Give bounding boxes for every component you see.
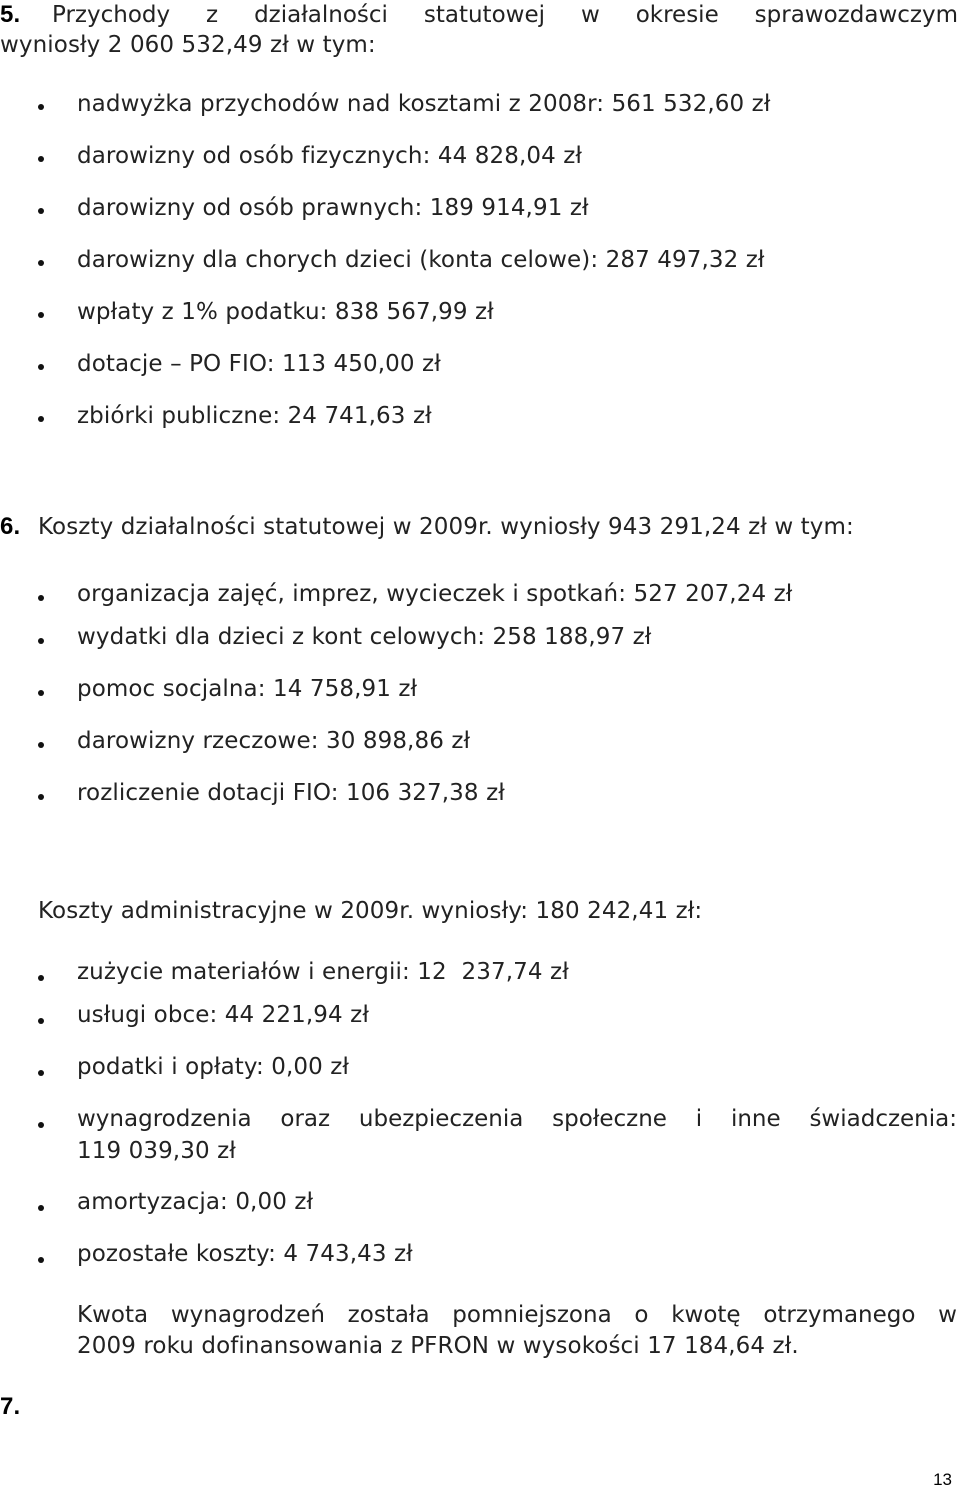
section-6-number: 6. — [0, 513, 21, 540]
bullet-icon — [38, 1257, 44, 1263]
bullet-icon — [38, 1205, 44, 1211]
bullet-icon — [38, 595, 44, 601]
list-item: wpłaty z 1% podatku: 838 567,99 zł — [77, 299, 494, 325]
bullet-icon — [38, 156, 44, 162]
list-item: wynagrodzenia oraz ubezpieczenia społeczne i inne świadczenia: — [77, 1106, 957, 1132]
section-6-heading: Koszty działalności statutowej w 2009r. wyniosły 943 291,24 zł w tym: — [38, 514, 854, 540]
list-item: darowizny rzeczowe: 30 898,86 zł — [77, 728, 471, 754]
section-5-heading-line1: Przychody z działalności statutowej w okresie sprawozdawczym — [52, 2, 958, 28]
bullet-icon — [38, 364, 44, 370]
bullet-icon — [38, 690, 44, 696]
list-item-continuation: 119 039,30 zł — [77, 1138, 236, 1164]
page-number: 13 — [933, 1470, 952, 1489]
list-item: wydatki dla dzieci z kont celowych: 258 188,97 zł — [77, 624, 652, 650]
bullet-icon — [38, 638, 44, 644]
bullet-icon — [38, 1018, 44, 1024]
bullet-icon — [38, 1070, 44, 1076]
list-item: pozostałe koszty: 4 743,43 zł — [77, 1241, 413, 1267]
list-item: rozliczenie dotacji FIO: 106 327,38 zł — [77, 780, 505, 806]
section-5-number: 5. — [0, 1, 21, 28]
list-item: zużycie materiałów i energii: 12 237,74 zł — [77, 959, 569, 985]
admin-costs-heading: Koszty administracyjne w 2009r. wyniosły: 180 242,41 zł: — [38, 898, 703, 924]
list-item: darowizny od osób prawnych: 189 914,91 zł — [77, 195, 589, 221]
list-item: podatki i opłaty: 0,00 zł — [77, 1054, 350, 1080]
bullet-icon — [38, 260, 44, 266]
list-item: darowizny od osób fizycznych: 44 828,04 zł — [77, 143, 583, 169]
admin-note-line1: Kwota wynagrodzeń została pomniejszona o kwotę otrzymanego w — [77, 1302, 957, 1328]
list-item: amortyzacja: 0,00 zł — [77, 1189, 314, 1215]
list-item: usługi obce: 44 221,94 zł — [77, 1002, 369, 1028]
list-item: darowizny dla chorych dzieci (konta celowe): 287 497,32 zł — [77, 247, 765, 273]
admin-note-line2: 2009 roku dofinansowania z PFRON w wysokości 17 184,64 zł. — [77, 1333, 799, 1359]
list-item: organizacja zajęć, imprez, wycieczek i spotkań: 527 207,24 zł — [77, 581, 793, 607]
list-item: pomoc socjalna: 14 758,91 zł — [77, 676, 418, 702]
bullet-icon — [38, 794, 44, 800]
section-7-number: 7. — [0, 1393, 21, 1420]
bullet-icon — [38, 416, 44, 422]
bullet-icon — [38, 1122, 44, 1128]
list-item: nadwyżka przychodów nad kosztami z 2008r: 561 532,60 zł — [77, 91, 771, 117]
bullet-icon — [38, 312, 44, 318]
list-item: dotacje – PO FIO: 113 450,00 zł — [77, 351, 441, 377]
bullet-icon — [38, 742, 44, 748]
bullet-icon — [38, 104, 44, 110]
bullet-icon — [38, 208, 44, 214]
section-5-heading-line2: wyniosły 2 060 532,49 zł w tym: — [0, 32, 376, 58]
list-item: zbiórki publiczne: 24 741,63 zł — [77, 403, 432, 429]
bullet-icon — [38, 975, 44, 981]
